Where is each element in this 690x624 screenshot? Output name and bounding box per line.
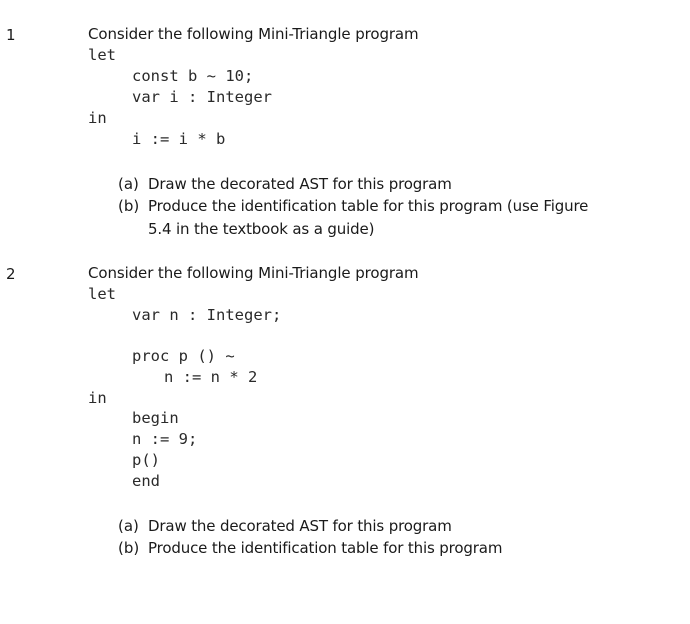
code-keyword-in: in bbox=[88, 109, 107, 127]
part-b-text: Produce the identification table for this program (use Figure bbox=[148, 197, 589, 215]
code-line: proc p () ~ bbox=[132, 347, 235, 365]
part-a-text: Draw the decorated AST for this program bbox=[148, 175, 452, 193]
part-b-text-continued: 5.4 in the textbook as a guide) bbox=[148, 220, 375, 238]
part-a-text: Draw the decorated AST for this program bbox=[148, 517, 452, 535]
code-line: p() bbox=[132, 451, 160, 469]
code-line: const b ~ 10; bbox=[132, 67, 254, 85]
code-line: n := n * 2 bbox=[164, 368, 258, 386]
part-b-label: (b) bbox=[118, 539, 140, 557]
code-keyword-let: let bbox=[88, 285, 116, 303]
part-a-label: (a) bbox=[118, 517, 139, 535]
code-line: i := i * b bbox=[132, 130, 226, 148]
code-line: begin bbox=[132, 409, 179, 427]
code-line: var n : Integer; bbox=[132, 306, 282, 324]
part-a-label: (a) bbox=[118, 175, 139, 193]
part-b-text: Produce the identification table for this program bbox=[148, 539, 503, 557]
code-line: n := 9; bbox=[132, 430, 198, 448]
code-keyword-let: let bbox=[88, 46, 116, 64]
question-intro: Consider the following Mini-Triangle program bbox=[88, 25, 419, 43]
code-line: end bbox=[132, 472, 160, 490]
question-number: 1 bbox=[6, 26, 16, 44]
question-number: 2 bbox=[6, 265, 16, 283]
question-intro: Consider the following Mini-Triangle program bbox=[88, 264, 419, 282]
code-line: var i : Integer bbox=[132, 88, 272, 106]
part-b-label: (b) bbox=[118, 197, 140, 215]
code-keyword-in: in bbox=[88, 389, 107, 407]
